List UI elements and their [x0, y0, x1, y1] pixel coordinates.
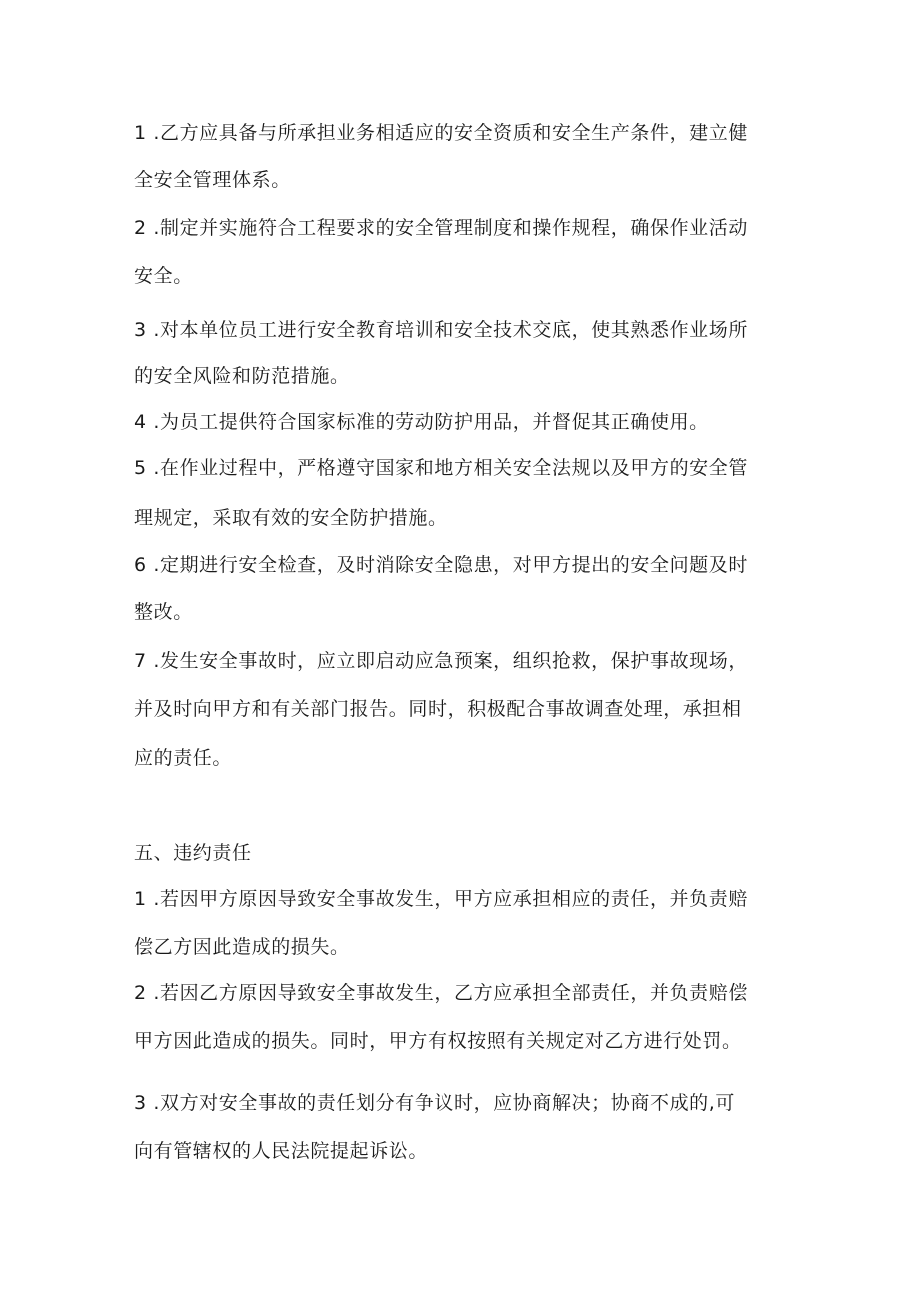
text-line: 6 .定期进行安全检查，及时消除安全隐患，对甲方提出的安全问题及时: [134, 554, 748, 576]
text-line: 向有管辖权的人民法院提起诉讼。: [134, 1140, 429, 1162]
text-line: 1 .若因甲方原因导致安全事故发生，甲方应承担相应的责任，并负责赔: [134, 888, 748, 910]
text-line: 3 .对本单位员工进行安全教育培训和安全技术交底，使其熟悉作业场所: [134, 319, 748, 341]
text-line: 3 .双方对安全事故的责任划分有争议时，应协商解决；协商不成的,可: [134, 1092, 736, 1114]
text-line: 甲方因此造成的损失。同时，甲方有权按照有关规定对乙方进行处罚。: [134, 1030, 742, 1052]
text-line: 全安全管理体系。: [134, 169, 291, 191]
text-line: 并及时向甲方和有关部门报告。同时，积极配合事故调查处理，承担相: [134, 698, 742, 720]
text-line: 4 .为员工提供符合国家标准的劳动防护用品，并督促其正确使用。: [134, 411, 709, 433]
text-line: 偿乙方因此造成的损失。: [134, 936, 350, 958]
text-line: 5 .在作业过程中，严格遵守国家和地方相关安全法规以及甲方的安全管: [134, 457, 748, 479]
text-line: 的安全风险和防范措施。: [134, 365, 350, 387]
text-line: 安全。: [134, 265, 193, 287]
text-line: 2 .若因乙方原因导致安全事故发生，乙方应承担全部责任，并负责赔偿: [134, 982, 748, 1004]
section-heading: 五、违约责任: [134, 842, 252, 864]
text-line: 应的责任。: [134, 747, 233, 769]
text-line: 1 .乙方应具备与所承担业务相适应的安全资质和安全生产条件，建立健: [134, 122, 748, 144]
text-line: 整改。: [134, 601, 193, 623]
text-line: 理规定，采取有效的安全防护措施。: [134, 507, 448, 529]
text-line: 7 .发生安全事故时，应立即启动应急预案，组织抢救，保护事故现场，: [134, 650, 748, 672]
text-line: 2 .制定并实施符合工程要求的安全管理制度和操作规程，确保作业活动: [134, 217, 748, 239]
